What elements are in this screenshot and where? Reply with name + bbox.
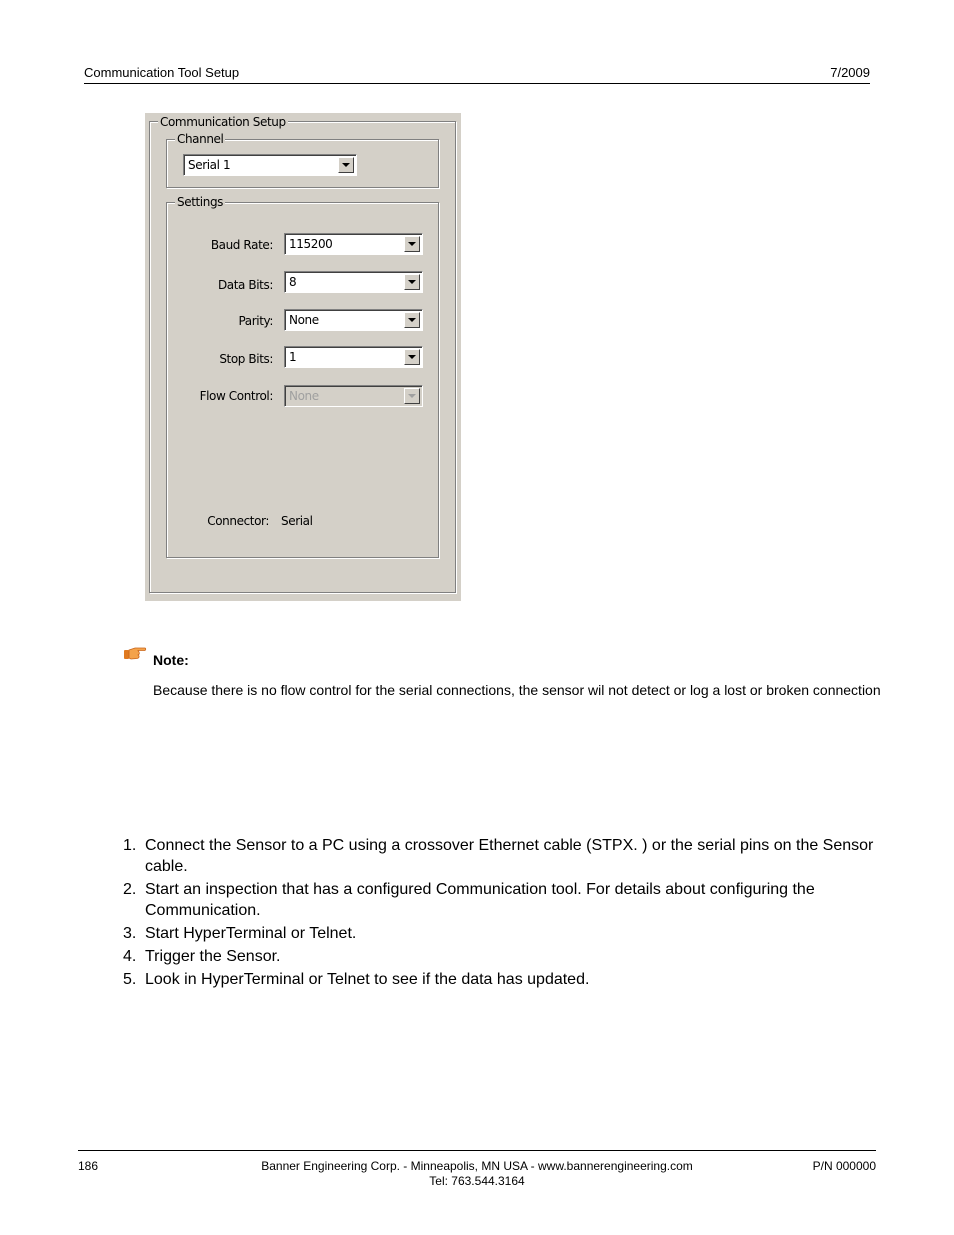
list-item <box>123 969 883 990</box>
flow-control-select <box>284 385 423 407</box>
settings-group <box>166 202 439 558</box>
pointing-hand-icon <box>123 645 147 661</box>
step-text: Start HyperTerminal or Telnet. <box>145 925 357 942</box>
note-title: Note: <box>153 652 189 668</box>
chevron-down-icon <box>342 163 350 167</box>
page-header <box>84 64 870 84</box>
communication-setup-dialog <box>145 113 461 601</box>
step-text: Connect the Sensor to a PC using a crossover Ethernet cable (STPX. ) or the serial pins on the Sensor cable. <box>145 837 874 875</box>
parity-select[interactable] <box>284 309 423 331</box>
baud-rate-dropdown-button[interactable] <box>404 236 420 252</box>
footer-company <box>78 1159 876 1189</box>
footer-company-line: Banner Engineering Corp. - Minneapolis, MN USA - www.bannerengineering.com <box>261 1159 693 1173</box>
chevron-down-icon <box>408 318 416 322</box>
step-number: 5. <box>123 971 137 988</box>
page-number: 186 <box>78 1159 99 1173</box>
footer-tel: Tel: 763.544.3164 <box>429 1174 525 1188</box>
data-bits-label: Data Bits: <box>217 278 273 292</box>
flow-control-label: Flow Control: <box>199 389 273 403</box>
channel-group-title: Channel <box>177 132 224 146</box>
stop-bits-label: Stop Bits: <box>219 352 273 366</box>
chevron-down-icon <box>408 355 416 359</box>
stop-bits-value: 1 <box>289 350 297 364</box>
header-section-title: Communication Tool Setup <box>84 65 240 80</box>
baud-rate-label: Baud Rate: <box>210 238 273 252</box>
data-bits-value: 8 <box>289 275 297 289</box>
channel-select-value: Serial 1 <box>188 158 231 172</box>
chevron-down-icon <box>408 242 416 246</box>
settings-group-title: Settings <box>177 195 224 209</box>
list-item <box>123 946 883 967</box>
parity-label: Parity: <box>238 314 273 328</box>
flow-control-dropdown-button <box>404 388 420 404</box>
channel-dropdown-button[interactable] <box>338 157 354 173</box>
step-text: Look in HyperTerminal or Telnet to see if the data has updated. <box>145 971 590 988</box>
baud-rate-select[interactable] <box>284 233 423 255</box>
note-text: Because there is no flow control for the serial connections, the sensor wil not detect or log a lost or broken connection <box>153 682 881 698</box>
header-date: 7/2009 <box>830 65 870 80</box>
channel-select[interactable] <box>183 154 357 176</box>
baud-rate-value: 115200 <box>289 237 333 251</box>
data-bits-select[interactable] <box>284 271 423 293</box>
connector-value: Serial <box>281 514 313 528</box>
list-item <box>123 879 883 921</box>
page-footer <box>78 1150 876 1188</box>
step-number: 3. <box>123 925 137 942</box>
connector-label: Connector: <box>207 514 269 528</box>
data-bits-dropdown-button[interactable] <box>404 274 420 290</box>
chevron-down-icon <box>408 394 416 398</box>
chevron-down-icon <box>408 280 416 284</box>
parity-dropdown-button[interactable] <box>404 312 420 328</box>
steps-list <box>123 835 883 992</box>
step-text: Start an inspection that has a configured Communication tool. For details about configuring the Communication. <box>145 881 815 919</box>
step-number: 4. <box>123 948 137 965</box>
part-number: P/N 000000 <box>812 1159 876 1173</box>
stop-bits-dropdown-button[interactable] <box>404 349 420 365</box>
step-text: Trigger the Sensor. <box>145 948 281 965</box>
parity-value: None <box>289 313 319 327</box>
list-item <box>123 835 883 877</box>
list-item <box>123 923 883 944</box>
step-number: 1. <box>123 837 137 854</box>
step-number: 2. <box>123 881 137 898</box>
stop-bits-select[interactable] <box>284 346 423 368</box>
communication-setup-title: Communication Setup <box>160 115 286 129</box>
flow-control-value: None <box>289 389 319 403</box>
